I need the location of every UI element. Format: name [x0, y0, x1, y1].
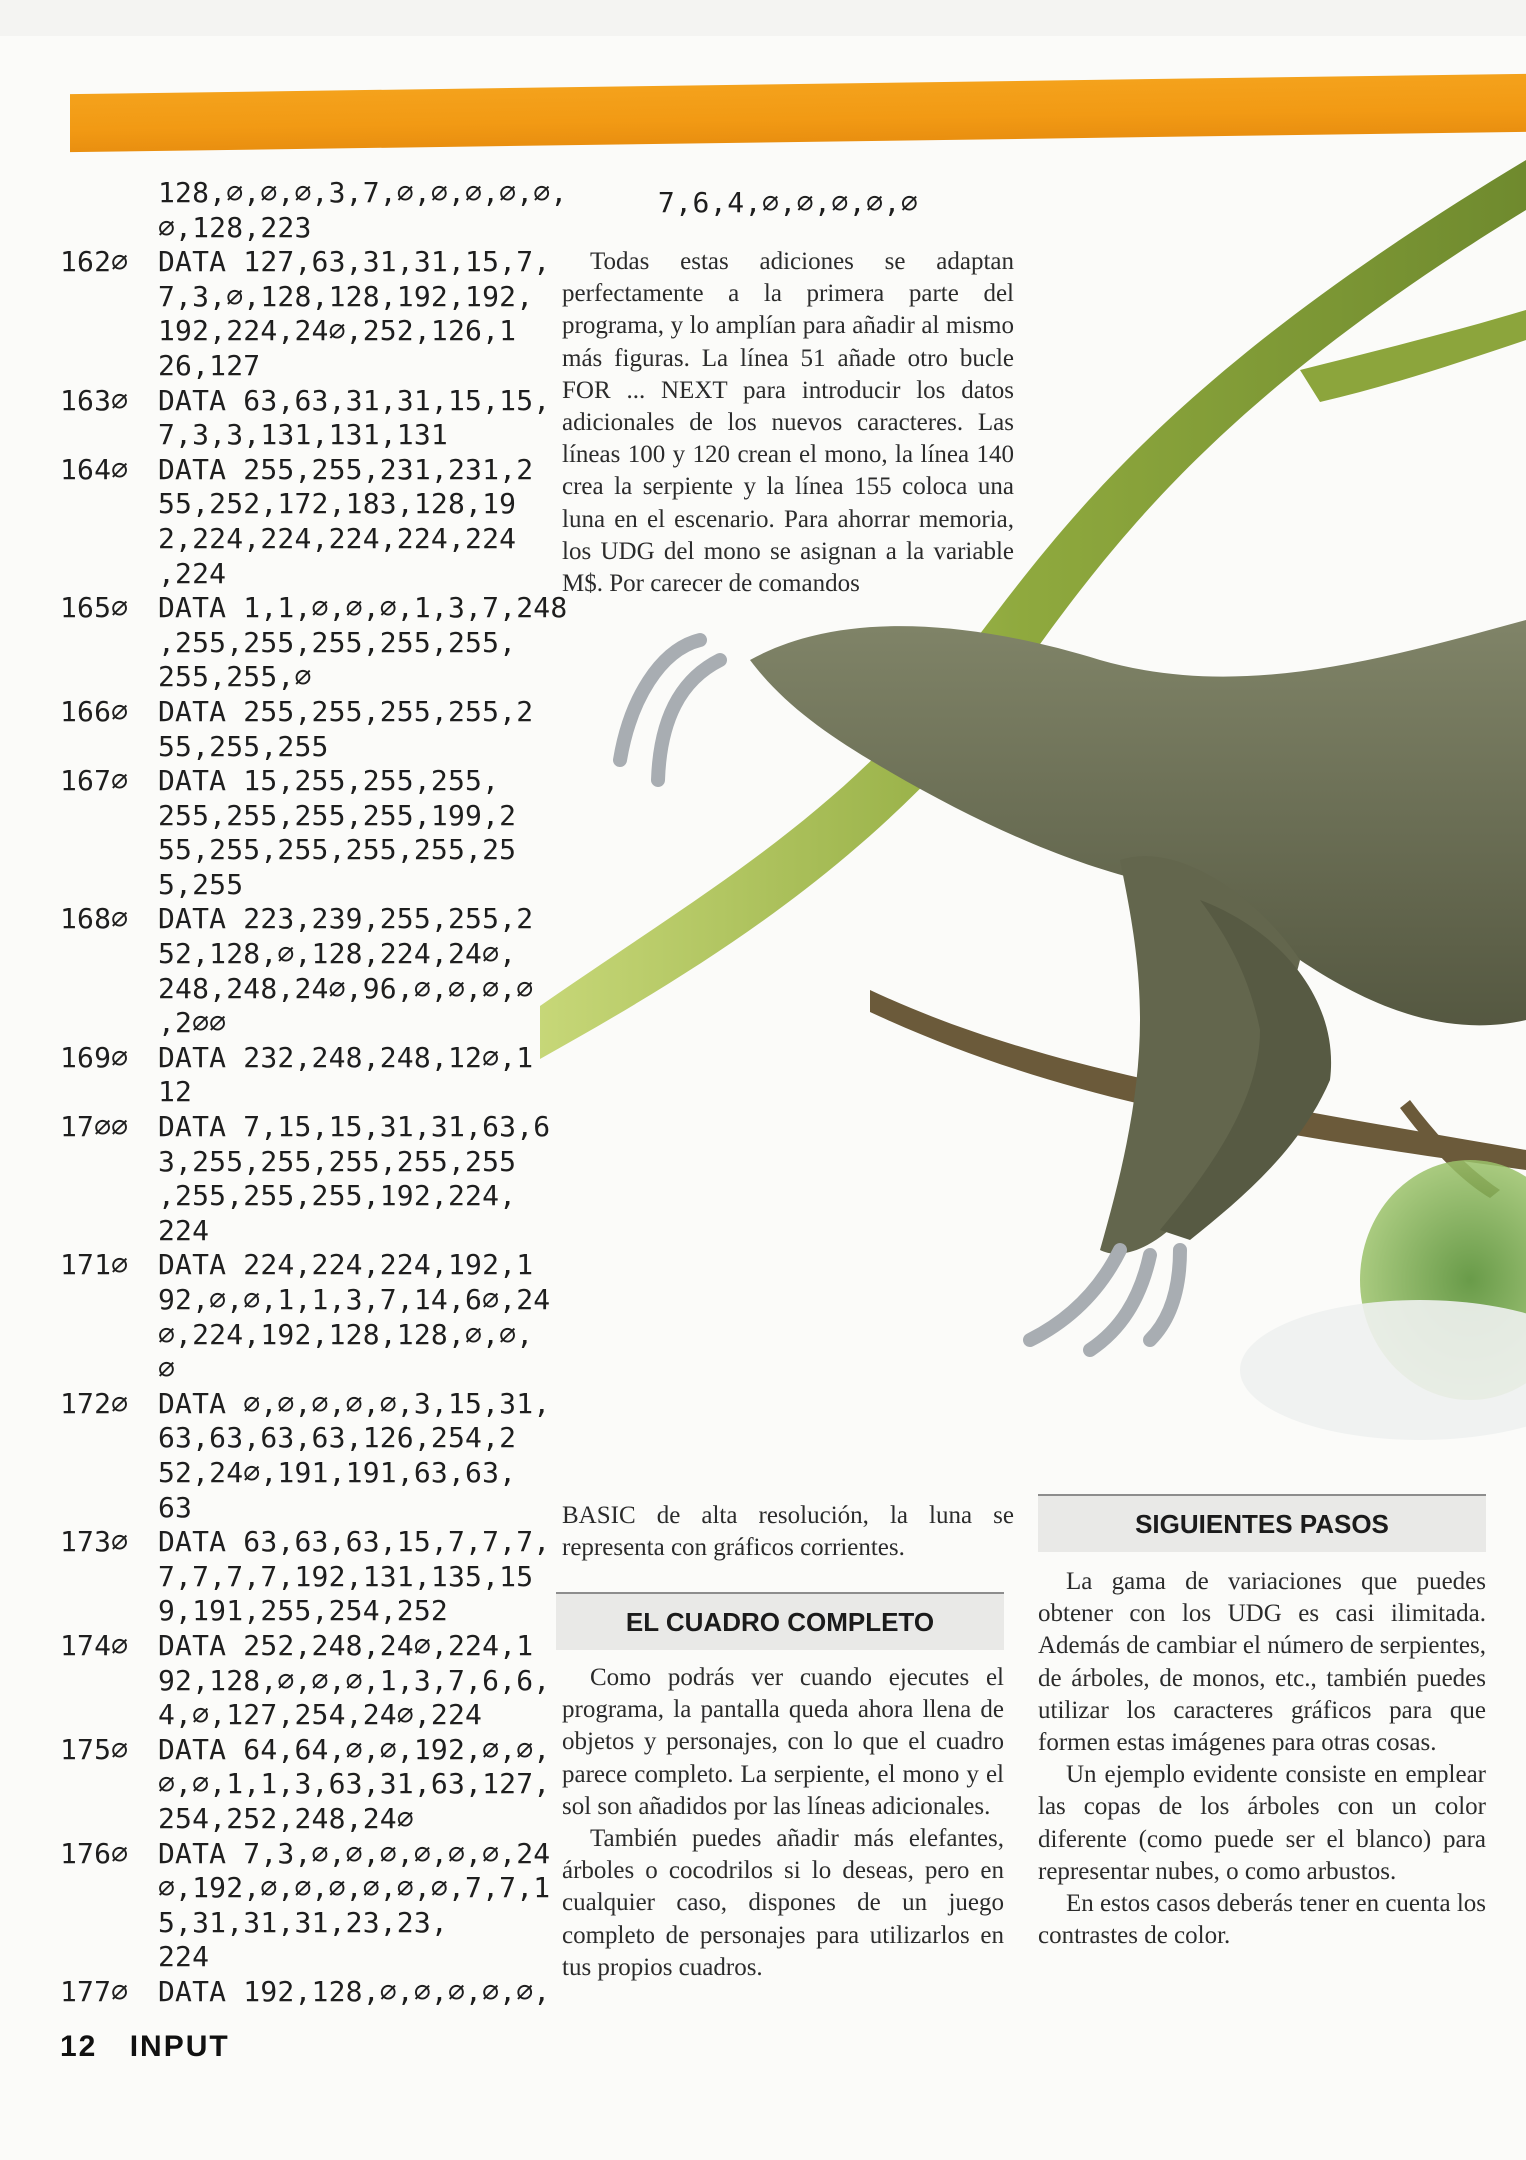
line-number: 166∅ — [60, 694, 129, 728]
line-number — [60, 487, 158, 522]
line-text: DATA 7,15,15,31,31,63,6 — [158, 1110, 551, 1144]
code-line — [60, 1075, 530, 1110]
code-line — [60, 1628, 534, 1664]
cuadro-paragraph-1: Como podrás ver cuando ejecutes el programa, la pantalla queda ahora llena de objetos y personajes, con lo que el cuadro parece completo. La serpiente, el mono y el sol son añadidos por las líneas adicionales. — [562, 1664, 1004, 1820]
cuadro-paragraph-2: También puedes añadir más elefantes, árboles o cocodrilos si lo deseas, pero en cualquier caso, dispones de un juego completo de personajes para utilizarlos en tus propios cuadros. — [562, 1825, 1004, 1981]
code-line — [60, 418, 530, 453]
line-text: 248,248,24∅,96,∅,∅,∅,∅ — [158, 971, 534, 1005]
page-footer — [60, 2030, 230, 2064]
line-number — [60, 730, 158, 765]
line-text: 9,191,255,254,252 — [158, 1594, 448, 1628]
line-text: 192,224,24∅,252,126,1 — [158, 314, 517, 348]
page-top-edge — [0, 0, 1526, 36]
line-number — [60, 1560, 158, 1595]
page-number: 12 — [60, 2030, 98, 2063]
line-number — [60, 1456, 158, 1491]
code-line — [60, 868, 530, 903]
line-text: 2,224,224,224,224,224 — [158, 521, 517, 555]
sloth-claws-upper — [620, 640, 720, 780]
line-number: 174∅ — [60, 1628, 129, 1662]
line-number: 176∅ — [60, 1836, 129, 1870]
line-text: 224 — [158, 1213, 210, 1247]
section-heading-cuadro: EL CUADRO COMPLETO — [556, 1592, 1004, 1650]
code-line — [60, 245, 551, 280]
code-line — [60, 1802, 530, 1837]
line-text: DATA 192,128,∅,∅,∅,∅,∅, — [158, 1974, 551, 2008]
basic-listing — [60, 176, 568, 2009]
line-number — [60, 1664, 158, 1699]
line-number: 163∅ — [60, 383, 129, 417]
line-text: 52,24∅,191,191,63,63, — [158, 1455, 517, 1489]
line-number — [60, 1698, 158, 1733]
code-line — [60, 1456, 530, 1491]
code-continuation: 7,6,4,∅,∅,∅,∅,∅ — [657, 186, 919, 219]
line-text: ,224 — [158, 556, 227, 590]
line-text: 63,63,63,63,126,254,2 — [158, 1421, 517, 1455]
code-line — [60, 1110, 551, 1145]
line-text: 255,255,∅ — [158, 660, 312, 694]
code-line — [60, 937, 530, 972]
code-line — [60, 1386, 551, 1422]
code-line — [60, 1145, 530, 1180]
line-text: ∅,224,192,128,128,∅,∅, — [158, 1317, 534, 1351]
line-text: DATA 127,63,31,31,15,7, — [158, 245, 551, 279]
line-number: 17∅∅ — [60, 1110, 129, 1144]
line-number — [60, 1006, 158, 1041]
line-number — [60, 972, 158, 1007]
line-number — [60, 1283, 158, 1318]
code-line — [60, 279, 534, 315]
code-line — [60, 176, 568, 211]
line-text: DATA 15,255,255,255, — [158, 764, 500, 798]
line-number — [60, 314, 158, 349]
code-line — [60, 383, 551, 419]
code-line — [60, 314, 530, 349]
code-line — [60, 660, 530, 695]
line-number — [60, 1145, 158, 1180]
line-text: 92,128,∅,∅,∅,1,3,7,6,6, — [158, 1663, 551, 1697]
code-line — [60, 1663, 551, 1699]
line-text: DATA 223,239,255,255,2 — [158, 902, 534, 936]
pasos-paragraph-3: En estos casos deberás tener en cuenta los contrastes de color. — [1038, 1890, 1486, 1950]
line-text: DATA 1,1,∅,∅,∅,1,3,7,248 — [158, 591, 568, 625]
line-number: 173∅ — [60, 1525, 129, 1559]
code-line — [60, 1767, 551, 1802]
code-line — [60, 1248, 534, 1283]
intro-paragraph: Todas estas adiciones se adaptan perfectamente a la primera parte del programa, y lo amplían para añadir al mismo más figuras. La línea 51 añade otro bucle FOR ... NEXT para introducir los datos adicionales de los nuevos caracteres. Las líneas 100 y 120 crean el mono, la línea 140 crea la serpiente y la línea 155 coloca una luna en el escenario. Para ahorrar memoria, los UDG del mono se asignan a la variable M$. Por carecer de comandos — [562, 248, 1014, 598]
line-number — [60, 1802, 158, 1837]
line-text: ∅ — [158, 1352, 176, 1386]
code-line — [60, 1179, 530, 1214]
line-text: 224 — [158, 1940, 210, 1974]
line-text: 5,31,31,31,23,23, — [158, 1905, 448, 1939]
line-text: 254,252,248,24∅ — [158, 1801, 414, 1835]
code-line — [60, 971, 534, 1007]
code-line — [60, 1906, 530, 1941]
code-line — [60, 626, 530, 661]
code-line — [60, 1317, 534, 1353]
pasos-text — [1038, 1566, 1486, 1952]
intro-text — [562, 246, 1014, 600]
code-line — [60, 694, 534, 730]
line-text: 3,255,255,255,255,255 — [158, 1144, 517, 1178]
line-text: DATA ∅,∅,∅,∅,∅,3,15,31, — [158, 1386, 551, 1420]
line-number — [60, 176, 158, 211]
line-number — [60, 833, 158, 868]
section-heading-pasos: SIGUIENTES PASOS — [1038, 1494, 1486, 1552]
line-number: 177∅ — [60, 1974, 129, 2008]
code-line — [60, 799, 530, 834]
line-number: 167∅ — [60, 764, 129, 798]
code-line — [60, 1283, 551, 1318]
line-text: 7,3,3,131,131,131 — [158, 418, 448, 452]
line-number — [60, 418, 158, 453]
line-text: 26,127 — [158, 348, 261, 382]
code-line — [60, 1698, 530, 1733]
sloth-claws-lower — [1030, 1250, 1180, 1350]
line-text: 7,3,∅,128,128,192,192, — [158, 279, 534, 313]
code-line — [60, 1040, 534, 1076]
code-line — [60, 1559, 534, 1595]
line-number — [60, 937, 158, 972]
line-text: 7,7,7,7,192,131,135,15 — [158, 1559, 534, 1593]
line-number: 162∅ — [60, 245, 129, 279]
line-text: 55,255,255,255,255,25 — [158, 833, 517, 867]
line-text: 92,∅,∅,1,1,3,7,14,6∅,24 — [158, 1283, 551, 1316]
line-number — [60, 626, 158, 661]
line-number — [60, 280, 158, 315]
line-text: 128,∅,∅,∅,3,7,∅,∅,∅,∅,∅, — [158, 176, 568, 209]
line-number — [60, 1352, 158, 1387]
code-line — [60, 1352, 530, 1387]
code-line — [60, 211, 530, 246]
line-number — [60, 1421, 158, 1456]
code-line — [60, 1421, 530, 1456]
code-line — [60, 487, 530, 522]
line-number — [60, 1767, 158, 1802]
line-text: 255,255,255,255,199,2 — [158, 798, 517, 832]
line-number — [60, 868, 158, 903]
line-number — [60, 799, 158, 834]
code-line — [60, 1940, 530, 1975]
line-text: 55,255,255 — [158, 729, 329, 763]
line-text: 52,128,∅,128,224,24∅, — [158, 937, 517, 971]
line-number: 165∅ — [60, 591, 129, 625]
code-line — [60, 1974, 551, 2010]
line-number — [60, 1594, 158, 1629]
code-line — [60, 1836, 551, 1872]
line-number — [60, 660, 158, 695]
line-text: 4,∅,127,254,24∅,224 — [158, 1698, 483, 1732]
line-number — [60, 1179, 158, 1214]
code-line — [60, 452, 534, 488]
line-number — [60, 1491, 158, 1526]
code-line — [60, 1491, 530, 1526]
pasos-paragraph-2: Un ejemplo evidente consiste en emplear las copas de los árboles con un color diferente (como puede ser el blanco) para representar nubes, o como arbustos. — [1038, 1761, 1486, 1885]
line-number — [60, 1940, 158, 1975]
line-text: 12 — [158, 1075, 193, 1109]
line-text: DATA 224,224,224,192,1 — [158, 1248, 534, 1282]
line-text: ,255,255,255,255,255, — [158, 625, 517, 659]
magazine-name: INPUT — [129, 2030, 230, 2063]
code-line — [60, 1871, 551, 1906]
line-number: 171∅ — [60, 1248, 129, 1282]
line-number — [60, 557, 158, 592]
line-number: 172∅ — [60, 1386, 129, 1420]
code-line — [60, 1006, 530, 1041]
line-number — [60, 1871, 158, 1906]
line-text: ∅,128,223 — [158, 210, 312, 244]
line-number: 169∅ — [60, 1040, 129, 1074]
code-line — [60, 1594, 530, 1629]
line-text: 5,255 — [158, 867, 244, 901]
line-text: DATA 63,63,31,31,15,15, — [158, 383, 551, 417]
line-number — [60, 211, 158, 246]
line-text: DATA 252,248,24∅,224,1 — [158, 1628, 534, 1662]
line-text: ∅,192,∅,∅,∅,∅,∅,∅,7,7,1 — [158, 1871, 551, 1905]
code-line — [60, 833, 530, 868]
line-text: DATA 63,63,63,15,7,7,7, — [158, 1525, 551, 1559]
continuation-paragraph: BASIC de alta resolución, la luna se representa con gráficos corrientes. — [562, 1502, 1014, 1562]
line-text: DATA 232,248,248,12∅,1 — [158, 1040, 534, 1074]
code-line — [60, 1214, 530, 1249]
code-line — [60, 902, 534, 937]
line-number: 164∅ — [60, 452, 129, 486]
line-number — [60, 522, 158, 557]
code-line — [60, 557, 530, 592]
mist — [1240, 1300, 1526, 1440]
cuadro-text — [562, 1662, 1004, 1984]
line-text: ,2∅∅ — [158, 1006, 227, 1040]
line-number — [60, 349, 158, 384]
code-line — [60, 730, 530, 765]
code-line — [60, 1732, 551, 1768]
line-text: 63 — [158, 1490, 193, 1524]
line-text: ∅,∅,1,1,3,63,31,63,127, — [158, 1767, 551, 1801]
line-number: 168∅ — [60, 902, 129, 936]
line-text: DATA 7,3,∅,∅,∅,∅,∅,∅,24 — [158, 1836, 551, 1870]
code-line — [60, 1525, 551, 1560]
line-number — [60, 1214, 158, 1249]
pasos-paragraph-1: La gama de variaciones que puedes obtener con los UDG es casi ilimitada. Además de cambiar el número de serpientes, de árboles, de monos, etc., también puedes utilizar los caracteres gráficos para que formen estas imágenes para otras cosas. — [1038, 1568, 1486, 1757]
code-line — [60, 764, 530, 799]
line-text: 55,252,172,183,128,19 — [158, 487, 517, 521]
line-number — [60, 1318, 158, 1353]
code-line — [60, 349, 530, 384]
line-number — [60, 1075, 158, 1110]
line-text: DATA 64,64,∅,∅,192,∅,∅, — [158, 1732, 551, 1766]
continuation-text — [562, 1500, 1014, 1564]
line-number: 175∅ — [60, 1732, 129, 1766]
line-text: ,255,255,255,192,224, — [158, 1179, 517, 1213]
line-number — [60, 1906, 158, 1941]
line-text: DATA 255,255,255,255,2 — [158, 694, 534, 728]
code-line — [60, 591, 568, 626]
line-text: DATA 255,255,231,231,2 — [158, 452, 534, 486]
code-line — [60, 522, 530, 557]
